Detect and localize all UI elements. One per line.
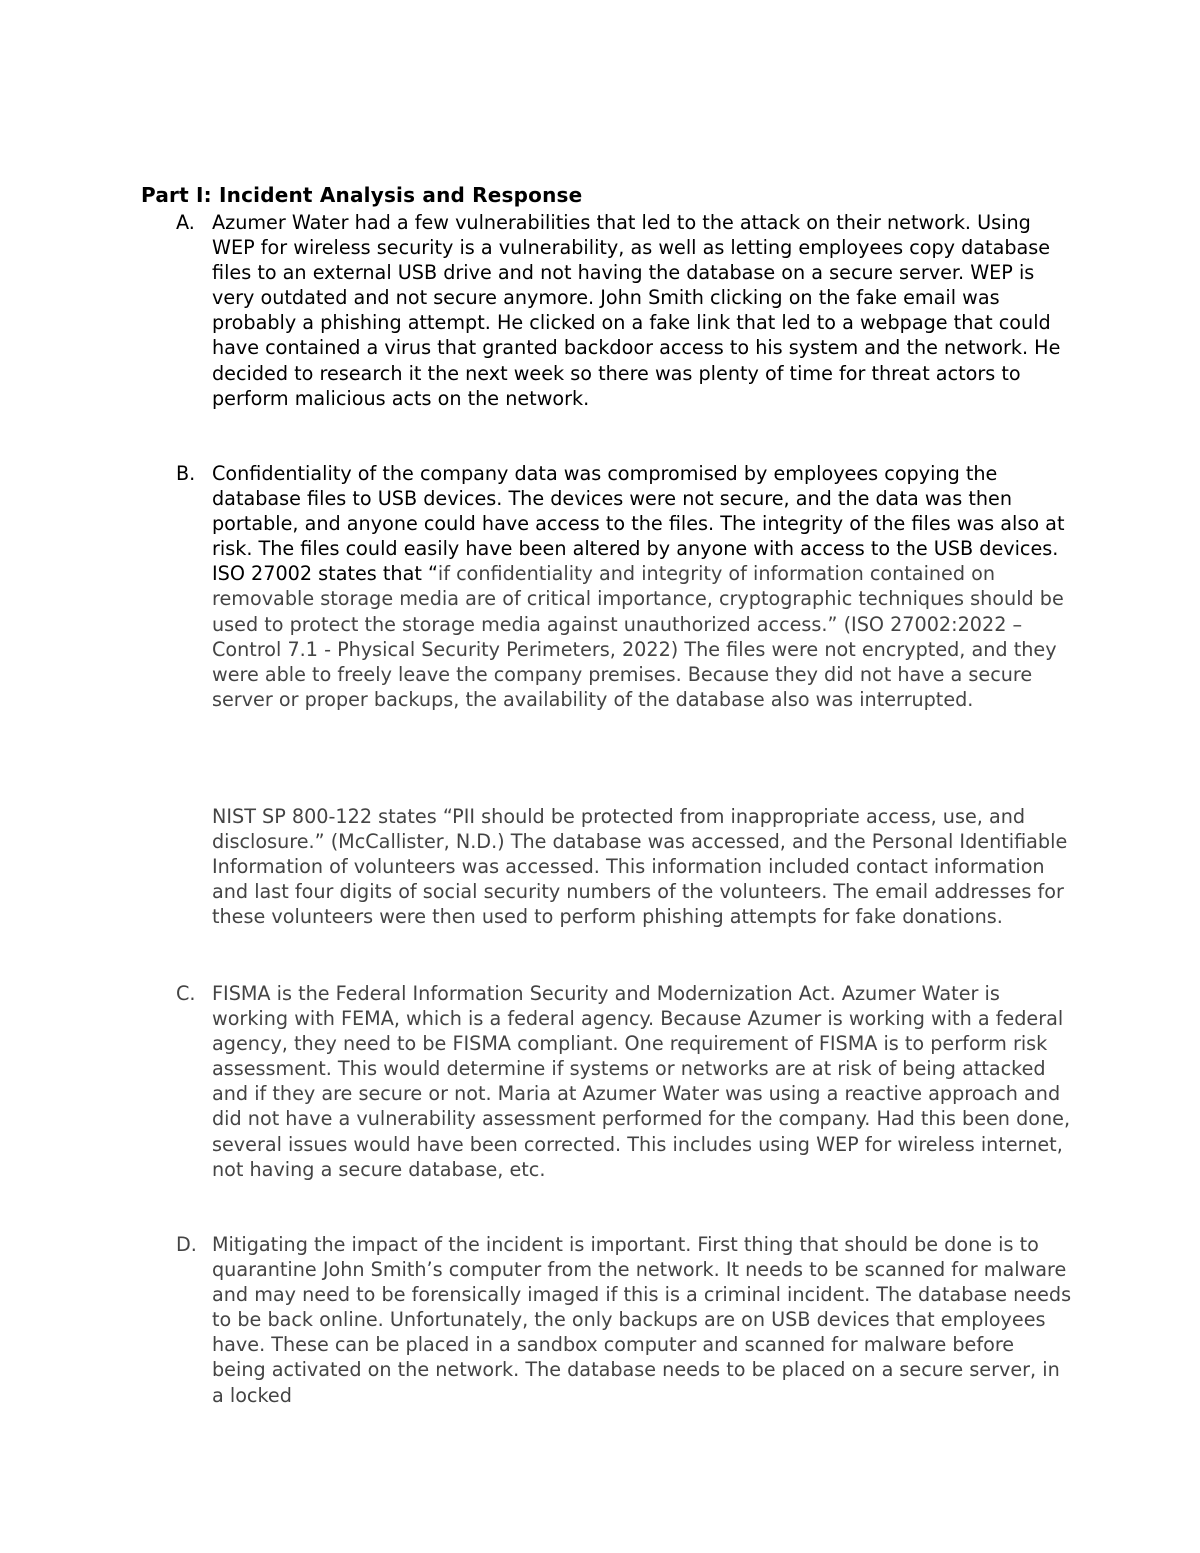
paragraph-text: Confidentiality of the company data was compromised by employees copying the database files to USB devices. The devices were not secure, and the data was then portable, and anyone could have access to the files. The integrity of the files was also at risk. The files could easily have been altered by anyone with access to the USB devices. ISO 27002 states that “ [212, 462, 1065, 586]
paragraph: FISMA is the Federal Information Security and Modernization Act. Azumer Water is working with FEMA, which is a federal agency. Because Azumer is working with a federal agency, they need to be FISMA compliant. One requirement of FISMA is to perform risk assessment. This would determine if systems or networks are at risk of being attacked and if they are secure or not. Maria at Azumer Water was using a reactive approach and did not have a vulnerability assessment performed for the company. Had this been done, several issues would have been corrected. This includes using WEP for wireless internet, not having a secure database, etc. [212, 982, 1071, 1181]
paragraph: NIST SP 800-122 states “PII should be protected from inappropriate access, use, and disclosure.” (McCallister, N.D.) The database was accessed, and the Personal Identifiable Information of volunteers was accessed. This information included contact information and last four digits of social security numbers of the volunteers. The email addresses for these volunteers were then used to perform phishing attempts for fake donations. [212, 805, 1068, 929]
list-item-b [176, 461, 1076, 929]
paragraph: Azumer Water had a few vulnerabilities that led to the attack on their network. Using WEP for wireless security is a vulnerability, as well as letting employees copy database files to an external USB drive and not having the database on a secure server. WEP is very outdated and not secure anymore. John Smith clicking on the fake email was probably a phishing attempt. He clicked on a fake link that led to a webpage that could have contained a virus that granted backdoor access to his system and the network. He decided to research it the next week so there was plenty of time for threat actors to perform malicious acts on the network. [212, 211, 1061, 410]
list-marker: D. [176, 1233, 197, 1256]
list-item-a [176, 210, 1076, 411]
quoted-text: if confidentiality and integrity of information contained on removable storage media are of critical importance, cryptographic techniques should be used to protect the storage media against unauthorized access.” (ISO 27002:2022 – Control 7.1 - Physical Security Perimeters, 2022) The files were not encrypted, and they were able to freely leave the company premises. Because they did not have a secure server or proper backups, the availability of the database also was interrupted. [212, 562, 1064, 711]
list-marker: C. [176, 982, 196, 1005]
list-item-c [176, 981, 1076, 1182]
paragraph: Mitigating the impact of the incident is important. First thing that should be done is to quarantine John Smith’s computer from the network. It needs to be scanned for malware and may need to be forensically imaged if this is a criminal incident. The database needs to be back online. Unfortunately, the only backups are on USB devices that employees have. These can be placed in a sandbox computer and scanned for malware before being activated on the network. The database needs to be placed on a secure server, in a locked [212, 1233, 1072, 1407]
list-marker: A. [176, 211, 195, 234]
section-heading: Part I: Incident Analysis and Response [141, 183, 583, 207]
paragraph [212, 461, 1072, 712]
list-item-d [176, 1232, 1076, 1408]
list-marker: B. [176, 462, 196, 485]
